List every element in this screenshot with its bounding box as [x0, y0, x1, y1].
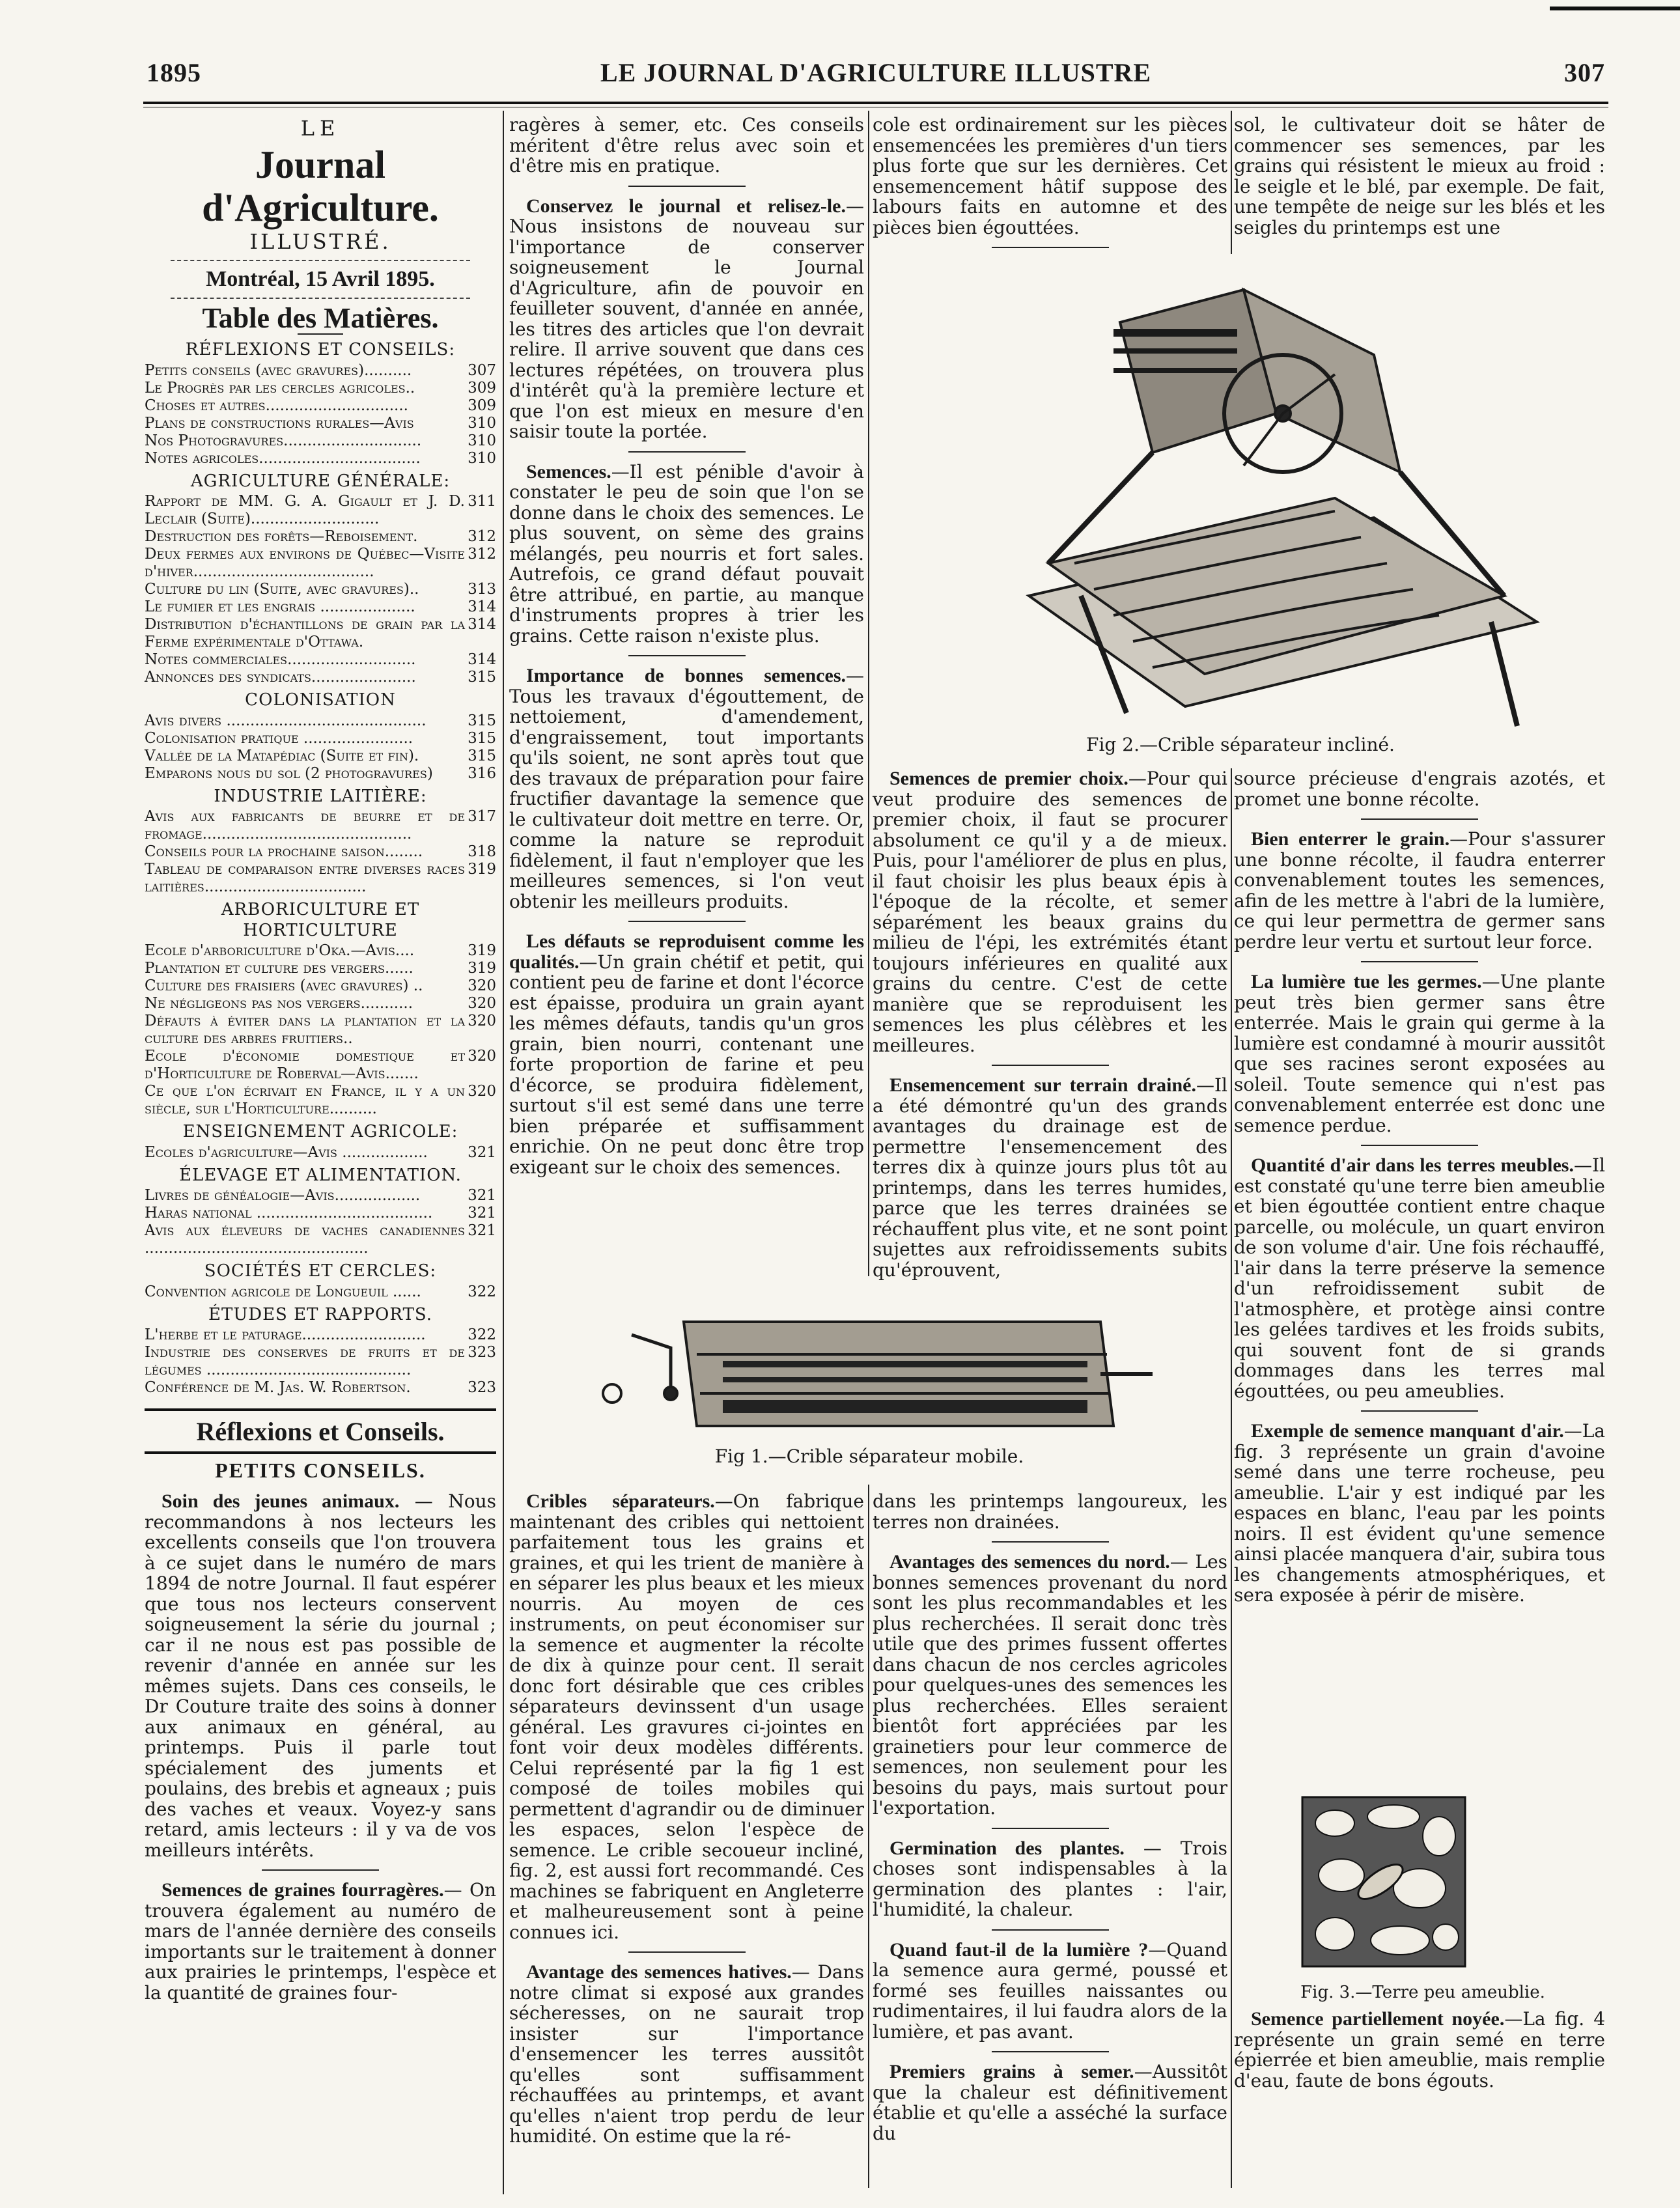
toc-entry[interactable] — [145, 712, 496, 730]
article-text: dans les printemps langoureux, les terres non drainées. — [873, 1490, 1227, 1533]
toc-entry-page: 315 — [468, 747, 496, 764]
article-paragraph — [1234, 1421, 1605, 1606]
toc-entry[interactable] — [145, 493, 496, 528]
toc-entry-title: Le Progrès par les cercles agricoles.. — [145, 379, 415, 397]
column-4-bottom-articles — [1234, 2009, 1605, 2091]
toc-entry-title: Ecole d'économie domestique et d'Horticulture de Roberval—Avis....... — [145, 1048, 465, 1082]
toc-entry[interactable] — [145, 1222, 496, 1257]
toc-entry-page: 320 — [468, 1013, 496, 1029]
article-text: —Quand la semence aura germé, poussé et formé ses feuilles naissantes ou rudimentaires, il lui faudra alors de la lumière, et pas avant. — [873, 1938, 1227, 2043]
toc-entry[interactable] — [145, 581, 496, 598]
fig1-mobile-separator-sieve — [514, 1296, 1224, 1452]
toc-entry[interactable] — [145, 651, 496, 669]
toc-entry-page: 311 — [468, 493, 496, 510]
column-4-top-articles — [1234, 115, 1605, 238]
article-heading: Semences de graines fourragères. — [161, 1879, 444, 1901]
toc-section-heading: ÉTUDES ET RAPPORTS. — [208, 1304, 432, 1324]
subsection-title: PETITS CONSEILS. — [215, 1458, 426, 1482]
toc-entry[interactable] — [145, 1144, 496, 1162]
article-text: —Il a été démontré qu'un des grands avantages du drainage est de permettre l'ensemencement des terres dix à quinze jours plus tôt au printemps, dans les terres humides, parce que les terres drainées se réchauffent plus vite, et ne sont point sujettes aux refroidissements subits qu'éprouvent, — [873, 1074, 1227, 1281]
table-of-contents — [145, 340, 496, 1397]
toc-entry[interactable] — [145, 1205, 496, 1222]
toc-entry-title: Destruction des forêts—Reboisement. — [145, 528, 418, 545]
fig1-caption: Fig 1.—Crible séparateur mobile. — [714, 1446, 1024, 1467]
toc-section-heading: SOCIÉTÉS ET CERCLES: — [204, 1261, 437, 1281]
article-heading: Semences de premier choix. — [889, 768, 1128, 789]
article-separator — [628, 1951, 746, 1953]
article-separator — [992, 1541, 1109, 1543]
toc-entry-title: Choses et autres.............................. — [145, 397, 408, 414]
toc-entry[interactable] — [145, 1083, 496, 1118]
article-paragraph — [1234, 768, 1605, 809]
toc-entry-page: 314 — [468, 651, 496, 668]
toc-entry-page: 317 — [468, 808, 496, 825]
article-text: — On trouvera également au numéro de mars de l'année dernière des conseils importants sur le traitement à donner aux prairies le printemps, l'espèce et la quantité de graines four- — [145, 1879, 496, 2004]
article-separator — [992, 1065, 1109, 1066]
toc-entry-title: Colonisation pratique ....................... — [145, 729, 413, 747]
article-paragraph — [145, 1880, 496, 2003]
toc-entry[interactable] — [145, 843, 496, 861]
article-paragraph — [509, 665, 864, 912]
article-text: — Nous insistons de nouveau sur l'importance de conserver soigneusement le Journal d'Agriculture, afin de pouvoir en feuilleter souvent, d'année en année, les titres des articles que l'on devrait relire. Il arrive souvent que dans ces lectures répétées, on trouvera plus d'intérêt qu'à la première lecture et que l'on est mieux en mesure d'en saisir toute la portée. — [509, 195, 864, 442]
article-text: —Un grain chétif et petit, qui contient peu de farine et dont l'écorce est épaisse, produira un grain ayant les mêmes défauts, tandis qu'un gros grain, bien nourri, contenant une forte proportion de farine et peu d'écorce, se produira fidèlement, surtout s'il est semé dans une terre bien préparée et suffisamment enrichie. On ne peut donc être trop exigeant sur le choix des semences. — [509, 951, 864, 1178]
article-paragraph — [1234, 2009, 1605, 2091]
toc-entry-title: Tableau de comparaison entre diverses races laitières.................................. — [145, 861, 465, 895]
section-rule-2 — [145, 1451, 496, 1454]
toc-entry-page: 322 — [468, 1326, 496, 1343]
toc-entry[interactable] — [145, 450, 496, 468]
toc-entry-title: Livres de généalogie—Avis.................. — [145, 1187, 421, 1204]
article-text: — Les bonnes semences provenant du nord sont les plus recommandables et les plus recherchées. Il serait donc très utile que des primes fussent offertes dans chacun de nos cercles agricoles pour quelques-unes des semences les plus recherchées. Elles seraient bientôt fort appréciées par les grainetiers pour leur commerce de semences, non seulement pour les besoins du pays, mais surtout pour l'exportation. — [873, 1551, 1228, 1819]
article-separator — [1361, 1410, 1478, 1412]
section-rule — [145, 1408, 496, 1411]
article-heading: Soin des jeunes animaux. — [161, 1490, 400, 1512]
toc-entry-title: Le fumier et les engrais .................... — [145, 598, 415, 615]
fig3-poorly-loosened-soil — [1296, 1791, 1472, 1973]
article-heading: Avantages des semences du nord. — [889, 1551, 1170, 1572]
article-paragraph — [873, 768, 1227, 1055]
toc-entry-title: Ce que l'on écrivait en France, il y a un siècle, sur l'Horticulture.......... — [145, 1083, 465, 1117]
article-text: — Trois choses sont indispensables à la germination des plantes : l'air, l'humidité, la chaleur. — [873, 1837, 1227, 1920]
toc-entry-title: Plans de constructions rurales—Avis — [145, 414, 414, 432]
toc-entry[interactable] — [145, 1283, 496, 1301]
column-4-middle-articles — [1234, 768, 1605, 1606]
toc-entry-page: 315 — [468, 729, 496, 747]
fig3-caption: Fig. 3.—Terre peu ameublie. — [1300, 1983, 1545, 2002]
header-title: LE JOURNAL D'AGRICULTURE ILLUSTRE — [600, 58, 1152, 87]
article-text: —La fig. 4 représente un grain semé en terre épierrée et bien ameublie, mais remplie d'eau, faute de bons égouts. — [1234, 2008, 1606, 2091]
article-paragraph — [509, 462, 864, 647]
fig2-inclined-separator-sieve — [879, 257, 1602, 733]
toc-entry-page: 318 — [468, 843, 496, 860]
article-separator — [992, 1828, 1109, 1829]
toc-entry-page: 320 — [468, 995, 496, 1012]
toc-entry-title: Ecole d'arboriculture d'Oka.—Avis.... — [145, 942, 415, 959]
article-text: sol, le cultivateur doit se hâter de commencer ses semences, par les grains qui résistent le mieux au froid : le seigle et le blé, par exemple. De fait, une tempête de neige sur les blés et les seigles du printemps est une — [1234, 114, 1605, 238]
toc-section-heading: ENSEIGNEMENT AGRICOLE: — [182, 1122, 458, 1141]
toc-entry-page: 322 — [468, 1283, 496, 1300]
toc-entry-title: L'herbe et le paturage.......................... — [145, 1326, 426, 1343]
article-separator — [992, 2051, 1109, 2052]
toc-entry-title: Rapport de MM. G. A. Gigault et J. D. Leclair (Suite)........................... — [145, 493, 465, 527]
toc-entry-page: 320 — [468, 1048, 496, 1065]
header-rule — [143, 102, 1608, 107]
toc-entry-page: 319 — [468, 942, 496, 959]
toc-entry-title: Petits conseils (avec gravures).......... — [145, 361, 412, 379]
article-heading: Avantage des semences hatives. — [526, 1961, 792, 1983]
toc-entry[interactable] — [145, 748, 496, 765]
article-heading: Conservez le journal et relisez-le. — [526, 195, 846, 217]
toc-entry[interactable] — [145, 861, 496, 896]
fig2-caption: Fig 2.—Crible séparateur incliné. — [1086, 734, 1395, 755]
toc-entry-page: 323 — [468, 1379, 496, 1396]
column-3-bottom-articles — [873, 1491, 1227, 2144]
article-separator — [262, 1869, 379, 1871]
article-separator — [992, 1929, 1109, 1931]
article-heading: Ensemencement sur terrain drainé. — [889, 1074, 1196, 1096]
toc-entry-title: Convention agricole de Longueuil ...... — [145, 1283, 421, 1300]
toc-entry-page: 320 — [468, 1083, 496, 1100]
masthead-date: Montréal, 15 Avril 1895. — [206, 267, 435, 291]
toc-section-heading: INDUSTRIE LAITIÈRE: — [214, 786, 427, 806]
masthead-divider — [171, 260, 470, 261]
toc-entry[interactable] — [145, 995, 496, 1013]
article-paragraph — [509, 196, 864, 442]
article-paragraph — [873, 1075, 1227, 1280]
toc-entry-page: 319 — [468, 861, 496, 878]
toc-entry-title: Distribution d'échantillons de grain par la Ferme expérimentale d'Ottawa. — [145, 616, 465, 650]
article-text: —Il est pénible d'avoir à constater le peu de soin que l'on se donne dans le choix des semences. Le plus souvent, on sème des grains mélangés, peu nourris et fort sales. Autrefois, ce grand défaut pouvait être attribué, en partie, au manque d'instruments propres à trier les grains. Cette raison n'existe plus. — [509, 460, 864, 647]
toc-title: Table des Matières. — [202, 301, 439, 334]
article-paragraph — [873, 1491, 1227, 1532]
masthead-le: LE — [300, 116, 341, 141]
toc-entry[interactable] — [145, 528, 496, 546]
article-heading: Importance de bonnes semences. — [526, 665, 846, 686]
article-heading: Les défauts se reproduisent comme les qualités. — [509, 930, 864, 973]
article-heading: La lumière tue les germes. — [1251, 971, 1482, 992]
article-text: —Il est constaté qu'une terre bien ameublie et bien égouttée contient entre chaque parcelle, ou molécule, un quart environ de son volume d'air. Une fois réchauffé, l'air dans la terre préserve la semence d'un refroidissement subit de l'atmosphère, et protège ainsi contre les gelées tardives et les froids subits, qui souvent font de si grands dommages dans les terres mal égouttées, ou peu ameublies. — [1234, 1154, 1605, 1402]
article-text: —Pour qui veut produire des semences de premier choix, il faut se procurer absolument ce qu'il y a de mieux. Puis, pour l'améliorer de plus en plus, il faut choisir les plus beaux épis à l'époque de la récolte, et semer séparément les beaux grains du milieu de l'épi, les extrémités étant toujours inférieures en qualité aux grains du centre. C'est de cette manière que se reproduisent les semences les plus célèbres et les meilleures. — [873, 768, 1227, 1056]
column-rule-3b — [1231, 768, 1232, 2188]
toc-entry-page: 310 — [468, 449, 496, 467]
masthead-title: Journal d'Agriculture. — [202, 143, 439, 229]
column-2-top-articles — [509, 115, 864, 1177]
toc-entry-title: Conseils pour la prochaine saison........ — [145, 843, 423, 860]
toc-entry-page: 315 — [468, 712, 496, 729]
toc-entry-title: Annonces des syndicats...................... — [145, 669, 416, 686]
column-4-bottom — [1234, 2009, 1605, 2097]
column-2-bottom — [509, 1491, 864, 2153]
article-paragraph — [873, 2061, 1227, 2144]
article-paragraph — [1234, 1155, 1605, 1401]
article-heading: Bien enterrer le grain. — [1251, 828, 1450, 850]
article-text: — Dans notre climat si exposé aux grandes sécheresses, on ne saurait trop insister sur l'importance d'ensemencer les terres aussitôt qu'elles sont suffisamment réchauffées au printemps, et avant qu'elles n'aient trop perdu de leur humidité. On estime que la ré- — [509, 1961, 864, 2147]
toc-entry-page: 319 — [468, 960, 496, 977]
article-text: — Nous recommandons à nos lecteurs les excellents conseils que l'on trouvera à ce sujet dans le numéro de mars 1894 de notre Journal. Il faut espérer que tous nos lecteurs conservent soigneusement la série du journal ; car il ne nous est pas possible de revenir d'année en année sur les mêmes sujets. Dans ces conseils, le Dr Couture traite des soins à donner aux animaux en général, au printemps. Puis il parle tout spécialement des juments et poulains, des brebis et agneaux ; puis des vaches et veaux. Voyez-y sans retard, amis lecteurs : il y va de vos meilleurs intérêts. — [145, 1490, 496, 1861]
toc-entry-page: 309 — [468, 397, 496, 414]
article-text: cole est ordinairement sur les pièces ensemencées les premières d'un tiers plus forte que sur les dernières. Cet ensemencement hâtif suppose des labours faits en automne et des pièces bien égouttées. — [873, 114, 1227, 238]
article-separator — [1361, 1145, 1478, 1146]
toc-entry-title: Ecoles d'agriculture—Avis .................. — [145, 1143, 428, 1161]
toc-entry-title: Deux fermes aux environs de Québec—Visite d'hiver...................................... — [145, 546, 465, 580]
toc-entry[interactable] — [145, 730, 496, 748]
article-separator — [628, 655, 746, 656]
article-paragraph — [873, 1552, 1227, 1819]
article-heading: Semence partiellement noyée. — [1251, 2008, 1505, 2030]
toc-entry-page: 321 — [468, 1205, 496, 1222]
toc-entry-page: 314 — [468, 598, 496, 615]
article-paragraph — [873, 115, 1227, 238]
article-heading: Premiers grains à semer. — [889, 2061, 1134, 2082]
toc-entry-title: Avis divers .......................................... — [145, 712, 427, 729]
top-corner-rule — [1550, 7, 1680, 10]
toc-entry[interactable] — [145, 362, 496, 380]
toc-entry-page: 314 — [468, 616, 496, 633]
toc-entry[interactable] — [145, 977, 496, 995]
article-paragraph — [1234, 971, 1605, 1136]
article-heading: Quand faut-il de la lumière ? — [889, 1938, 1149, 1961]
toc-entry-title: Culture des fraisiers (avec gravures) .. — [145, 977, 423, 994]
masthead-subtitle: ILLUSTRÉ. — [249, 229, 391, 254]
column-1 — [145, 115, 496, 2009]
column-4-middle — [1234, 768, 1605, 1612]
toc-entry[interactable] — [145, 616, 496, 651]
toc-entry[interactable] — [145, 415, 496, 432]
article-separator — [628, 451, 746, 453]
article-paragraph — [145, 1491, 496, 1860]
column-rule-1 — [503, 111, 504, 2194]
article-text: ragères à semer, etc. Ces conseils méritent d'être relus avec soin et d'être mis en pratique. — [509, 114, 864, 176]
article-text: —Une plante peut très bien germer sans être enterrée. Mais le grain qui germe à la lumière est condamné à mourir aussitôt que ses racines seront exposées au soleil. Toute semence qui n'est pas convenablement enterrée est donc une semence perdue. — [1234, 971, 1606, 1136]
column-3-middle — [873, 768, 1227, 1287]
toc-entry[interactable] — [145, 1187, 496, 1205]
toc-entry-title: Notes agricoles.................................. — [145, 449, 421, 467]
section-title: Réflexions et Conseils. — [196, 1417, 445, 1446]
toc-entry[interactable] — [145, 1013, 496, 1048]
article-paragraph — [1234, 829, 1605, 952]
toc-entry-page: 312 — [468, 546, 496, 563]
toc-entry[interactable] — [145, 669, 496, 686]
column-rule-2c — [868, 1485, 869, 2188]
toc-entry-title: Conférence de M. Jas. W. Robertson. — [145, 1379, 411, 1396]
toc-entry-page: 321 — [468, 1222, 496, 1239]
column-1-articles — [145, 1491, 496, 2003]
toc-entry[interactable] — [145, 960, 496, 977]
column-2-bottom-articles — [509, 1491, 864, 2147]
article-heading: Exemple de semence manquant d'air. — [1251, 1420, 1564, 1442]
column-rule-3a — [1231, 111, 1232, 254]
article-heading: Semences. — [526, 460, 611, 482]
article-paragraph — [509, 931, 864, 1177]
toc-entry[interactable] — [145, 380, 496, 397]
article-heading: Cribles séparateurs. — [526, 1490, 715, 1512]
article-separator — [628, 186, 746, 187]
toc-entry-page: 309 — [468, 379, 496, 397]
toc-section-heading: ARBORICULTURE ET HORTICULTURE — [221, 900, 420, 940]
masthead-divider-2 — [171, 298, 470, 299]
column-3-top-articles — [873, 115, 1227, 248]
toc-entry[interactable] — [145, 1379, 496, 1397]
article-paragraph — [873, 1940, 1227, 2043]
toc-entry-page: 320 — [468, 977, 496, 994]
toc-entry[interactable] — [145, 1344, 496, 1379]
article-separator — [1361, 818, 1478, 820]
page-header — [147, 57, 1605, 100]
toc-section-heading: ÉLEVAGE ET ALIMENTATION. — [179, 1165, 462, 1185]
article-paragraph — [509, 1491, 864, 1942]
toc-entry-title: Industrie des conserves de fruits et de légumes ........................................... — [145, 1344, 465, 1378]
toc-entry-page: 310 — [468, 414, 496, 432]
toc-entry-title: Culture du lin (Suite, avec gravures).. — [145, 581, 419, 598]
header-page-number: 307 — [1564, 58, 1605, 87]
article-heading: Quantité d'air dans les terres meubles. — [1251, 1154, 1574, 1176]
article-text: — Tous les travaux d'égouttement, de nettoiement, d'amendement, d'engraissement, tout importants qu'ils soient, ne sont après tout que des travaux de préparation pour faire fructifier davantage la semence que le cultivateur doit mettre en terre. Or, comme la nature se reproduit fidèlement, il faut n'employer que les meilleures semences, si l'on veut obtenir les meilleurs produits. — [509, 665, 864, 912]
article-text: —La fig. 3 représente un grain d'avoine semé dans une terre rocheuse, peu ameublie. L'air y est indiqué par les espaces en blanc, l'eau par les points noirs. Il est évident qu'une semence ainsi placée manquera d'air, subira tous les changements atmosphériques, et sera exposée à périr de misère. — [1234, 1420, 1605, 1606]
article-paragraph — [509, 1962, 864, 2147]
toc-entry-title: Avis aux éleveurs de vaches canadiennes ............................................... — [145, 1222, 465, 1257]
article-text: source précieuse d'engrais azotés, et promet une bonne récolte. — [1234, 768, 1605, 810]
column-2-top — [509, 115, 864, 1184]
toc-entry-page: 321 — [468, 1187, 496, 1204]
article-text: —Pour s'assurer une bonne récolte, il faudra enterrer convenablement toutes les semences, afin de les mettre à l'abri de la lumière, ce qui leur permettra de germer sans perdre leur vertu et surtout leur force. — [1234, 828, 1605, 953]
toc-entry-page: 313 — [468, 581, 496, 598]
toc-entry-title: Emparons nous du sol (2 photogravures) — [145, 764, 433, 782]
toc-entry-page: 307 — [468, 361, 496, 379]
toc-entry[interactable] — [145, 546, 496, 581]
toc-section-heading: AGRICULTURE GÉNÉRALE: — [190, 471, 451, 491]
column-3-bottom — [873, 1491, 1227, 2150]
article-text: —Aussitôt que la chaleur est définitivement établie et qu'elle a asséché la surface du — [873, 2061, 1227, 2144]
toc-entry[interactable] — [145, 1048, 496, 1083]
toc-entry-title: Plantation et culture des vergers...... — [145, 960, 413, 977]
toc-entry-title: Nos Photogravures............................. — [145, 432, 422, 449]
toc-entry[interactable] — [145, 598, 496, 616]
article-separator — [992, 247, 1109, 248]
article-separator — [628, 921, 746, 922]
toc-entry-title: Avis aux fabricants de beurre et de fromage............................................ — [145, 808, 465, 843]
column-rule-2b — [868, 768, 869, 1276]
article-text: —On fabrique maintenant des cribles qui nettoient parfaitement tous les grains et graines, et qui les trient de manière à en séparer les plus beaux et les mieux nourris. Au moyen de ces instruments, on peut économiser sur la semence et augmenter la récolte de dix à quinze pour cent. Il serait donc fort désirable que ces cribles séparateurs devinssent d'un usage général. Les gravures ci-jointes en font voir deux modèles différents. Celui représenté par la fig 1 est composé de toiles mobiles qui permettent d'agrandir ou de diminuer les espaces, selon l'espèce de semence. Le crible secoueur incliné, fig. 2, est aussi fort recommandé. Ces machines se fabriquent en Angleterre et malheureusement sont à peine connues ici. — [509, 1490, 864, 1943]
article-separator — [1361, 961, 1478, 962]
toc-entry-title: Défauts à éviter dans la plantation et la culture des arbres fruitiers.. — [145, 1013, 465, 1047]
toc-entry-page: 316 — [468, 764, 496, 782]
article-paragraph — [1234, 115, 1605, 238]
toc-entry[interactable] — [145, 765, 496, 783]
toc-entry-title: Notes commerciales........................... — [145, 651, 416, 668]
toc-entry[interactable] — [145, 397, 496, 415]
toc-section-heading: RÉFLEXIONS ET CONSEILS: — [185, 340, 456, 359]
header-year: 1895 — [147, 58, 201, 87]
toc-entry-page: 310 — [468, 432, 496, 449]
toc-entry-page: 321 — [468, 1143, 496, 1161]
toc-entry[interactable] — [145, 942, 496, 960]
toc-entry-page: 312 — [468, 528, 496, 545]
article-paragraph — [509, 115, 864, 176]
toc-entry[interactable] — [145, 432, 496, 450]
column-rule-2a — [868, 111, 869, 827]
toc-entry-page: 315 — [468, 669, 496, 686]
article-paragraph — [873, 1838, 1227, 1920]
toc-entry[interactable] — [145, 1326, 496, 1344]
column-3-middle-articles — [873, 768, 1227, 1280]
toc-entry[interactable] — [145, 808, 496, 843]
toc-section-heading: COLONISATION — [245, 690, 396, 710]
toc-entry-title: Haras national ..................................... — [145, 1205, 433, 1222]
article-heading: Germination des plantes. — [889, 1837, 1125, 1859]
column-3-top — [873, 115, 1227, 257]
toc-entry-title: Vallée de la Matapédiac (Suite et fin). — [145, 747, 419, 764]
toc-entry-page: 323 — [468, 1344, 496, 1361]
column-4-top — [1234, 115, 1605, 244]
toc-entry-title: Ne négligeons pas nos vergers........... — [145, 995, 413, 1012]
